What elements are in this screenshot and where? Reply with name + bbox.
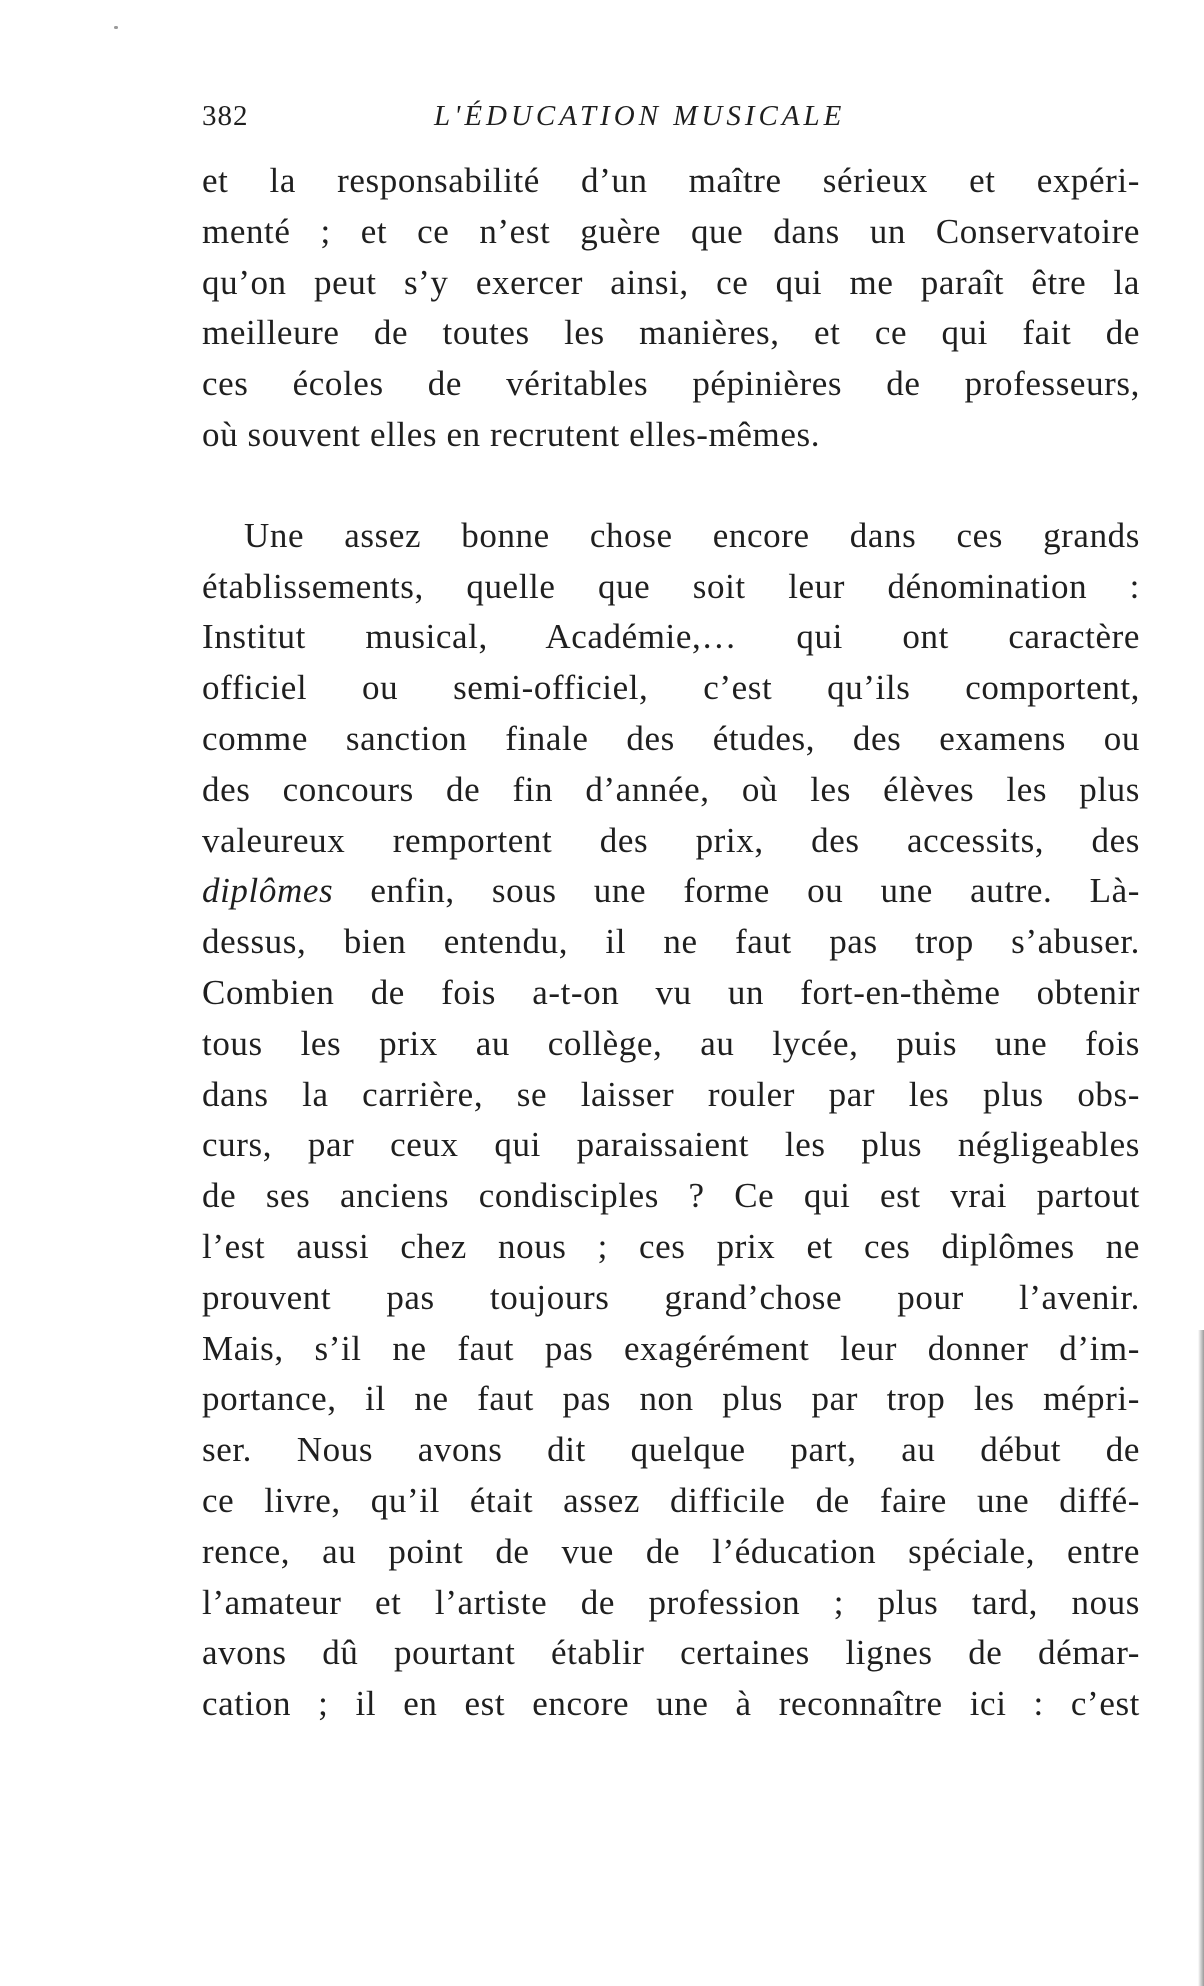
text-line: meilleure de toutes les manières, et ce qui fait de — [202, 313, 1140, 353]
text-line: ces écoles de véritables pépinières de professeurs, — [202, 364, 1140, 404]
text-line: Une assez bonne chose encore dans ces grands — [244, 515, 1140, 555]
text-line: l’amateur et l’artiste de profession ; plus tard, nous — [202, 1582, 1140, 1622]
body-text — [202, 156, 1140, 1730]
text-line: menté ; et ce n’est guère que dans un Conservatoire — [202, 211, 1140, 251]
text-line-rest: enfin, sous une forme ou une autre. Là- — [333, 871, 1140, 911]
page-number: 382 — [202, 100, 249, 132]
text-line: établissements, quelle que soit leur dénomination : — [202, 566, 1140, 606]
text-line: où souvent elles en recrutent elles-mêmes. — [202, 414, 821, 454]
italic-word: diplômes — [202, 871, 334, 911]
text-line: curs, par ceux qui paraissaient les plus négligeables — [202, 1125, 1140, 1165]
text-line: rence, au point de vue de l’éducation spéciale, entre — [202, 1531, 1140, 1571]
paragraph-gap — [202, 461, 1140, 511]
paper-speck — [114, 26, 118, 29]
text-line: comme sanction finale des études, des examens ou — [202, 718, 1140, 758]
text-line: l’est aussi chez nous ; ces prix et ces diplômes ne — [202, 1226, 1140, 1266]
running-header — [202, 100, 1142, 140]
text-line: ce livre, qu’il était assez difficile de faire une diffé- — [202, 1480, 1140, 1520]
text-line: ser. Nous avons dit quelque part, au début de — [202, 1430, 1140, 1470]
text-line: portance, il ne faut pas non plus par trop les mépri- — [202, 1379, 1140, 1419]
text-line: et la responsabilité d’un maître sérieux et expéri- — [202, 161, 1140, 200]
page-edge-shadow — [1198, 1330, 1204, 1986]
text-line: prouvent pas toujours grand’chose pour l’avenir. — [202, 1277, 1140, 1317]
text-line: Institut musical, Académie,… qui ont caractère — [202, 617, 1140, 657]
paragraph-1 — [202, 156, 1140, 461]
paragraph-2 — [202, 511, 1140, 1730]
text-line: tous les prix au collège, au lycée, puis une fois — [202, 1023, 1140, 1063]
text-line: dessus, bien entendu, il ne faut pas trop s’abuser. — [202, 922, 1140, 962]
text-line: cation ; il en est encore une à reconnaître ici : c’est — [202, 1684, 1140, 1724]
text-line: de ses anciens condisciples ? Ce qui est vrai partout — [202, 1176, 1140, 1216]
text-line: officiel ou semi-officiel, c’est qu’ils comportent, — [202, 668, 1140, 708]
text-line: avons dû pourtant établir certaines lignes de démar- — [202, 1633, 1140, 1673]
text-line: qu’on peut s’y exercer ainsi, ce qui me paraît être la — [202, 262, 1140, 302]
text-line: des concours de fin d’année, où les élèves les plus — [202, 769, 1140, 809]
text-line: Mais, s’il ne faut pas exagérément leur donner d’im- — [202, 1328, 1140, 1368]
text-line: dans la carrière, se laisser rouler par les plus obs- — [202, 1074, 1140, 1114]
text-line: valeureux remportent des prix, des accessits, des — [202, 820, 1140, 860]
running-title: L'ÉDUCATION MUSICALE — [434, 100, 846, 132]
text-line: Combien de fois a-t-on vu un fort-en-thème obtenir — [202, 972, 1140, 1012]
text-line-with-italic — [202, 866, 1140, 917]
